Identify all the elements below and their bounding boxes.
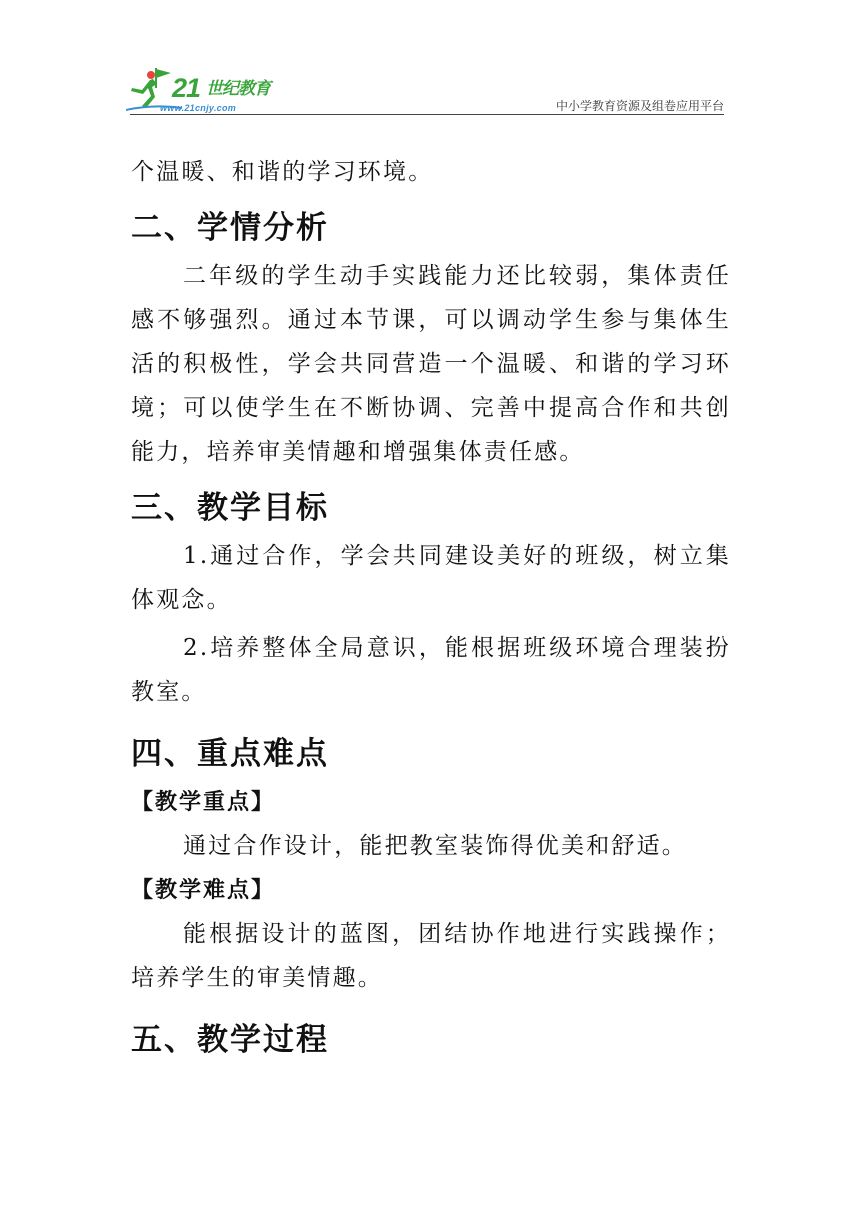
- logo-number: 21: [172, 73, 201, 103]
- section-heading-learning-analysis: 二、学情分析: [131, 210, 329, 246]
- section-heading-teaching-goals: 三、教学目标: [131, 490, 329, 526]
- section-heading-key-difficult: 四、重点难点: [131, 736, 329, 772]
- goal-item: 2.培养整体全局意识，能根据班级环境合理装扮教室。: [131, 635, 731, 705]
- goal-item: 1.通过合作，学会共同建设美好的班级，树立集体观念。: [131, 543, 731, 613]
- intro-tail-paragraph: 个温暖、和谐的学习环境。: [131, 159, 434, 185]
- difficult-point-label: 【教学难点】: [131, 877, 276, 903]
- key-point-label: 【教学重点】: [131, 789, 276, 815]
- difficult-point-text: 能根据设计的蓝图，团结协作地进行实践操作；培养学生的审美情趣。: [131, 921, 731, 991]
- header-divider: [130, 114, 724, 115]
- page-header: [0, 0, 860, 120]
- platform-text: 中小学教育资源及组卷应用平台: [555, 99, 724, 113]
- logo: [124, 66, 294, 118]
- document-body: [131, 150, 731, 1066]
- section-heading-teaching-process: 五、教学过程: [131, 1022, 329, 1058]
- learning-analysis-paragraph: 二年级的学生动手实践能力还比较弱，集体责任感不够强烈。通过本节课，可以调动学生参与集体生活的积极性，学会共同营造一个温暖、和谐的学习环境；可以使学生在不断协调、完善中提高合作和共创能力，培养审美情趣和增强集体责任感。: [131, 263, 731, 465]
- logo-text: 世纪教育: [206, 79, 270, 99]
- logo-url: www.21cnjy.com: [160, 103, 237, 113]
- key-point-text: 通过合作设计，能把教室装饰得优美和舒适。: [183, 833, 687, 859]
